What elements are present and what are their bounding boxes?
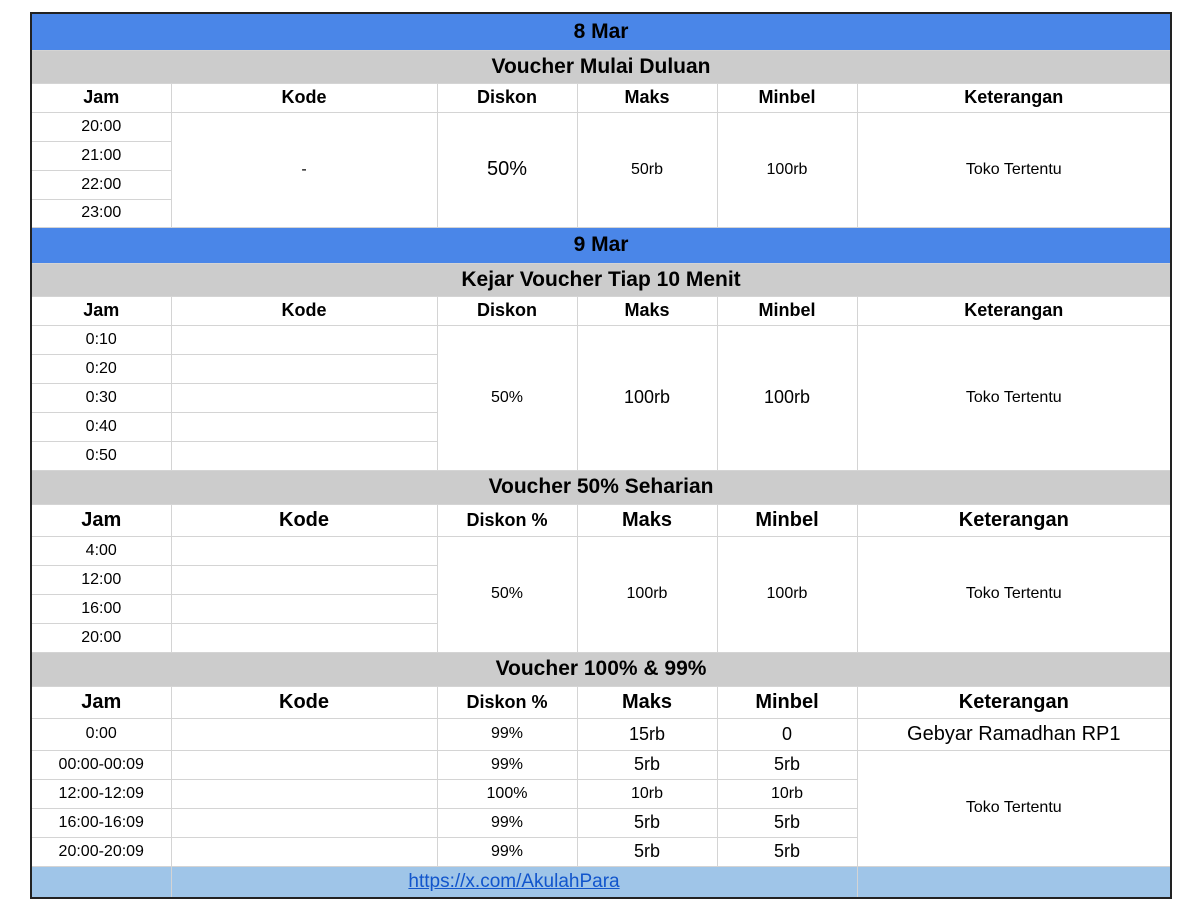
minbel-cell: 10rb xyxy=(717,779,857,808)
col-header-kode: Kode xyxy=(171,296,437,325)
diskon-cell: 99% xyxy=(437,837,577,866)
keterangan-cell: Gebyar Ramadhan RP1 xyxy=(857,718,1171,750)
jam-cell: 0:50 xyxy=(31,441,171,470)
keterangan-cell: Toko Tertentu xyxy=(857,536,1171,652)
maks-cell: 5rb xyxy=(577,750,717,779)
jam-cell: 21:00 xyxy=(31,141,171,170)
kode-cell xyxy=(171,354,437,383)
section-title: Kejar Voucher Tiap 10 Menit xyxy=(31,263,1171,296)
minbel-cell: 5rb xyxy=(717,808,857,837)
table-row xyxy=(31,718,1171,750)
jam-cell: 0:10 xyxy=(31,325,171,354)
maks-cell: 50rb xyxy=(577,112,717,227)
date-header-row xyxy=(31,227,1171,263)
diskon-cell: 99% xyxy=(437,718,577,750)
col-header-diskon: Diskon % xyxy=(437,504,577,536)
minbel-cell: 5rb xyxy=(717,837,857,866)
section-title-row xyxy=(31,263,1171,296)
date-header-row xyxy=(31,13,1171,50)
col-header-diskon: Diskon % xyxy=(437,686,577,718)
diskon-cell: 99% xyxy=(437,808,577,837)
jam-cell: 12:00 xyxy=(31,565,171,594)
col-header-keterangan: Keterangan xyxy=(857,83,1171,112)
maks-cell: 15rb xyxy=(577,718,717,750)
minbel-cell: 0 xyxy=(717,718,857,750)
section-title: Voucher Mulai Duluan xyxy=(31,50,1171,83)
jam-cell: 0:40 xyxy=(31,412,171,441)
jam-cell: 23:00 xyxy=(31,199,171,227)
keterangan-cell: Toko Tertentu xyxy=(857,112,1171,227)
kode-cell: - xyxy=(171,112,437,227)
date-label: 9 Mar xyxy=(31,227,1171,263)
col-header-minbel: Minbel xyxy=(717,686,857,718)
col-header-kode: Kode xyxy=(171,504,437,536)
section-title: Voucher 50% Seharian xyxy=(31,470,1171,504)
diskon-cell: 50% xyxy=(437,536,577,652)
footer-row xyxy=(31,866,1171,898)
kode-cell xyxy=(171,718,437,750)
col-header-kode: Kode xyxy=(171,686,437,718)
col-header-keterangan: Keterangan xyxy=(857,504,1171,536)
kode-cell xyxy=(171,325,437,354)
section-title-row xyxy=(31,470,1171,504)
maks-cell: 10rb xyxy=(577,779,717,808)
kode-cell xyxy=(171,536,437,565)
maks-cell: 5rb xyxy=(577,837,717,866)
col-header-maks: Maks xyxy=(577,686,717,718)
col-header-maks: Maks xyxy=(577,83,717,112)
minbel-cell: 100rb xyxy=(717,536,857,652)
col-header-keterangan: Keterangan xyxy=(857,686,1171,718)
jam-cell: 4:00 xyxy=(31,536,171,565)
kode-cell xyxy=(171,623,437,652)
col-header-diskon: Diskon xyxy=(437,83,577,112)
minbel-cell: 5rb xyxy=(717,750,857,779)
column-header-row xyxy=(31,83,1171,112)
kode-cell xyxy=(171,441,437,470)
minbel-cell: 100rb xyxy=(717,325,857,470)
jam-cell: 20:00 xyxy=(31,623,171,652)
kode-cell xyxy=(171,750,437,779)
diskon-cell: 99% xyxy=(437,750,577,779)
table-row xyxy=(31,325,1171,354)
diskon-cell: 100% xyxy=(437,779,577,808)
jam-cell: 20:00 xyxy=(31,112,171,141)
jam-cell: 16:00-16:09 xyxy=(31,808,171,837)
kode-cell xyxy=(171,779,437,808)
col-header-minbel: Minbel xyxy=(717,504,857,536)
profile-link[interactable]: https://x.com/AkulahPara xyxy=(408,870,620,892)
section-title-row xyxy=(31,50,1171,83)
maks-cell: 100rb xyxy=(577,536,717,652)
col-header-minbel: Minbel xyxy=(717,83,857,112)
footer-link-cell xyxy=(171,866,857,898)
col-header-maks: Maks xyxy=(577,504,717,536)
diskon-cell: 50% xyxy=(437,325,577,470)
jam-cell: 22:00 xyxy=(31,170,171,199)
footer-cell xyxy=(857,866,1171,898)
kode-cell xyxy=(171,808,437,837)
maks-cell: 100rb xyxy=(577,325,717,470)
section-title: Voucher 100% & 99% xyxy=(31,652,1171,686)
date-label: 8 Mar xyxy=(31,13,1171,50)
col-header-minbel: Minbel xyxy=(717,296,857,325)
diskon-cell: 50% xyxy=(437,112,577,227)
footer-cell xyxy=(31,866,171,898)
kode-cell xyxy=(171,412,437,441)
col-header-jam: Jam xyxy=(31,504,171,536)
jam-cell: 16:00 xyxy=(31,594,171,623)
table-row xyxy=(31,536,1171,565)
col-header-kode: Kode xyxy=(171,83,437,112)
jam-cell: 0:20 xyxy=(31,354,171,383)
jam-cell: 0:00 xyxy=(31,718,171,750)
column-header-row xyxy=(31,686,1171,718)
keterangan-cell: Toko Tertentu xyxy=(857,750,1171,866)
kode-cell xyxy=(171,383,437,412)
col-header-jam: Jam xyxy=(31,83,171,112)
kode-cell xyxy=(171,594,437,623)
jam-cell: 20:00-20:09 xyxy=(31,837,171,866)
col-header-jam: Jam xyxy=(31,686,171,718)
table-row xyxy=(31,750,1171,779)
maks-cell: 5rb xyxy=(577,808,717,837)
jam-cell: 00:00-00:09 xyxy=(31,750,171,779)
col-header-diskon: Diskon xyxy=(437,296,577,325)
col-header-jam: Jam xyxy=(31,296,171,325)
table-row xyxy=(31,112,1171,141)
jam-cell: 12:00-12:09 xyxy=(31,779,171,808)
section-title-row xyxy=(31,652,1171,686)
column-header-row xyxy=(31,296,1171,325)
kode-cell xyxy=(171,565,437,594)
voucher-schedule-table xyxy=(30,12,1172,899)
col-header-maks: Maks xyxy=(577,296,717,325)
minbel-cell: 100rb xyxy=(717,112,857,227)
column-header-row xyxy=(31,504,1171,536)
jam-cell: 0:30 xyxy=(31,383,171,412)
keterangan-cell: Toko Tertentu xyxy=(857,325,1171,470)
kode-cell xyxy=(171,837,437,866)
col-header-keterangan: Keterangan xyxy=(857,296,1171,325)
